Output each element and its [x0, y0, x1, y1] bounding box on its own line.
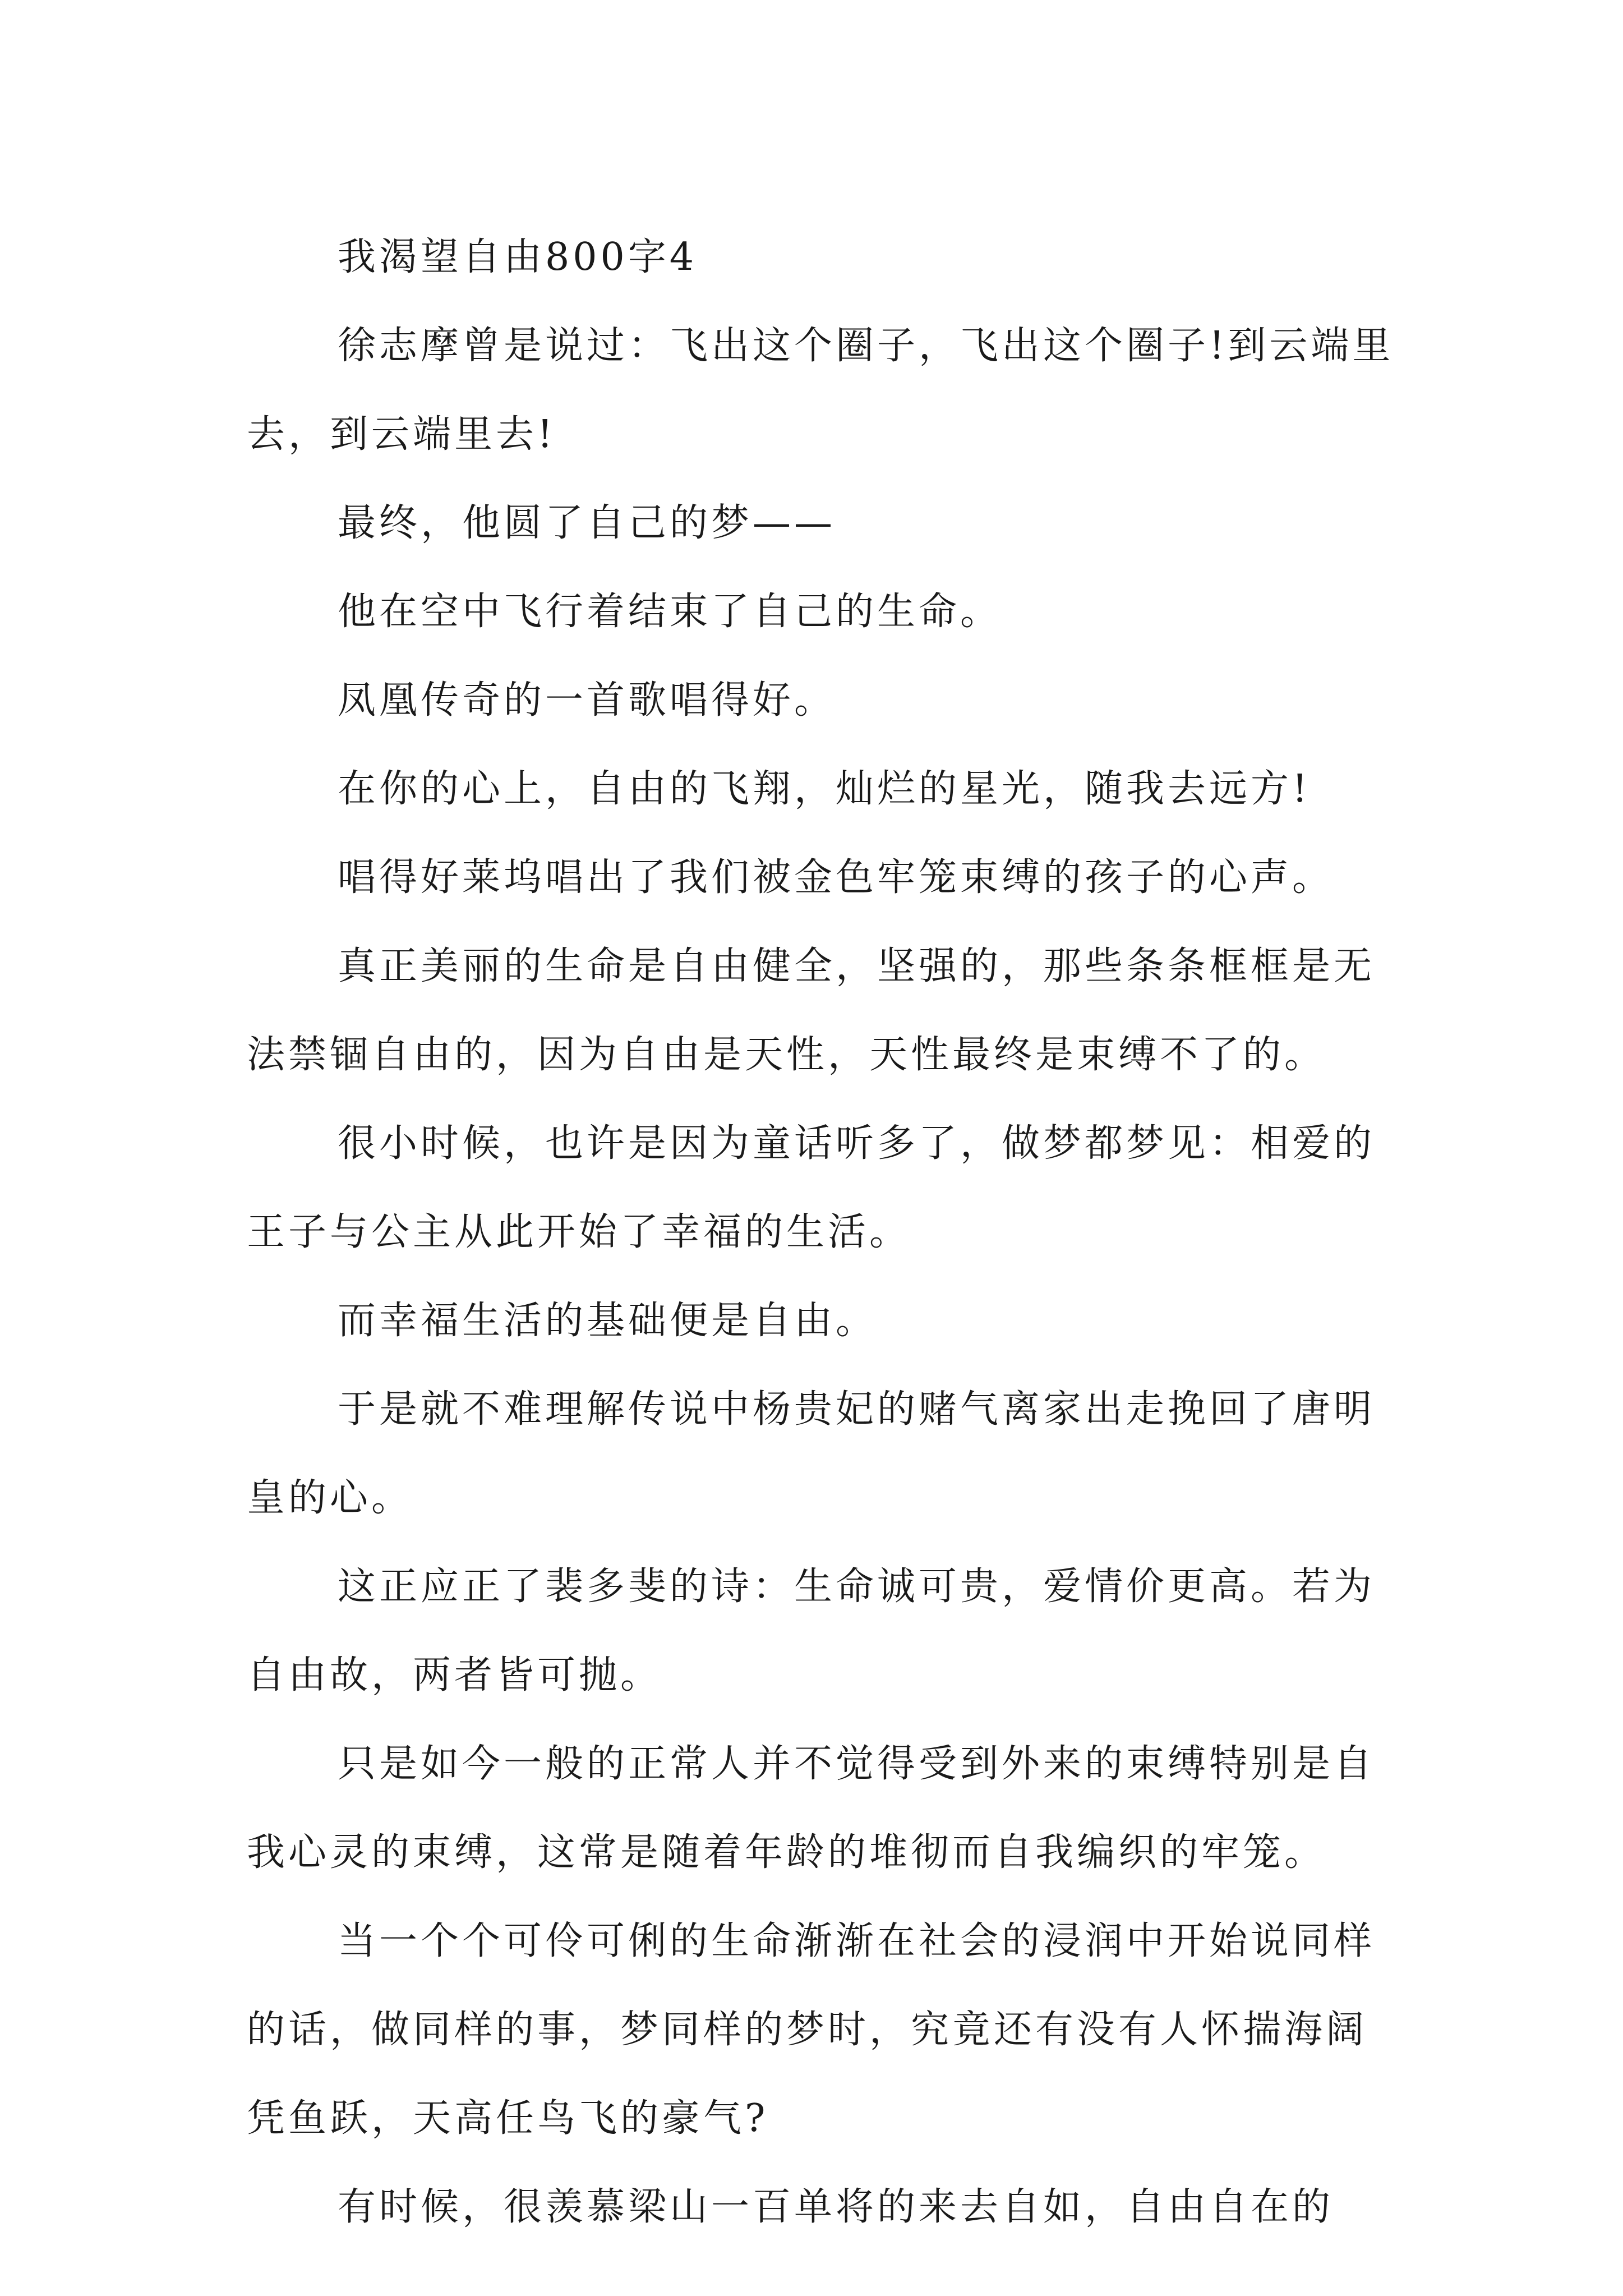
paragraph: 最终，他圆了自己的梦——: [338, 501, 836, 545]
paragraph: 当一个个可伶可俐的生命渐渐在社会的浸润中开始说同样的话，做同样的事，梦同样的梦时，究竟还有没有人怀揣海阔凭鱼跃，天高任鸟飞的豪气?: [247, 1919, 1376, 2141]
paragraph: 很小时候，也许是因为童话听多了，做梦都梦见：相爱的王子与公主从此开始了幸福的生活。: [247, 1121, 1376, 1254]
paragraph: 他在空中飞行着结束了自己的生命。: [338, 590, 1002, 634]
paragraph: 唱得好莱坞唱出了我们被金色牢笼束缚的孩子的心声。: [338, 855, 1334, 900]
paragraph: 凤凰传奇的一首歌唱得好。: [338, 678, 836, 723]
document-body: [247, 213, 1402, 2252]
document-title: 我渴望自由800字4: [338, 235, 698, 279]
paragraph: 有时候，很羡慕梁山一百单将的来去自如，自由自在的: [338, 2185, 1334, 2229]
paragraph: 只是如今一般的正常人并不觉得受到外来的束缚特别是自我心灵的束缚，这常是随着年龄的堆彻而自我编织的牢笼。: [247, 1742, 1376, 1875]
paragraph: 徐志摩曾是说过：飞出这个圈子，飞出这个圈子!到云端里去，到云端里去!: [247, 324, 1394, 457]
paragraph: 在你的心上，自由的飞翔，灿烂的星光，随我去远方!: [338, 767, 1311, 811]
paragraph: 真正美丽的生命是自由健全，坚强的，那些条条框框是无法禁锢自由的，因为自由是天性，天性最终是束缚不了的。: [247, 944, 1376, 1077]
paragraph: 这正应正了裴多斐的诗：生命诚可贵，爱情价更高。若为自由故，两者皆可抛。: [247, 1565, 1376, 1697]
paragraph: 而幸福生活的基础便是自由。: [338, 1299, 878, 1343]
paragraph: 于是就不难理解传说中杨贵妃的赌气离家出走挽回了唐明皇的心。: [247, 1387, 1376, 1520]
